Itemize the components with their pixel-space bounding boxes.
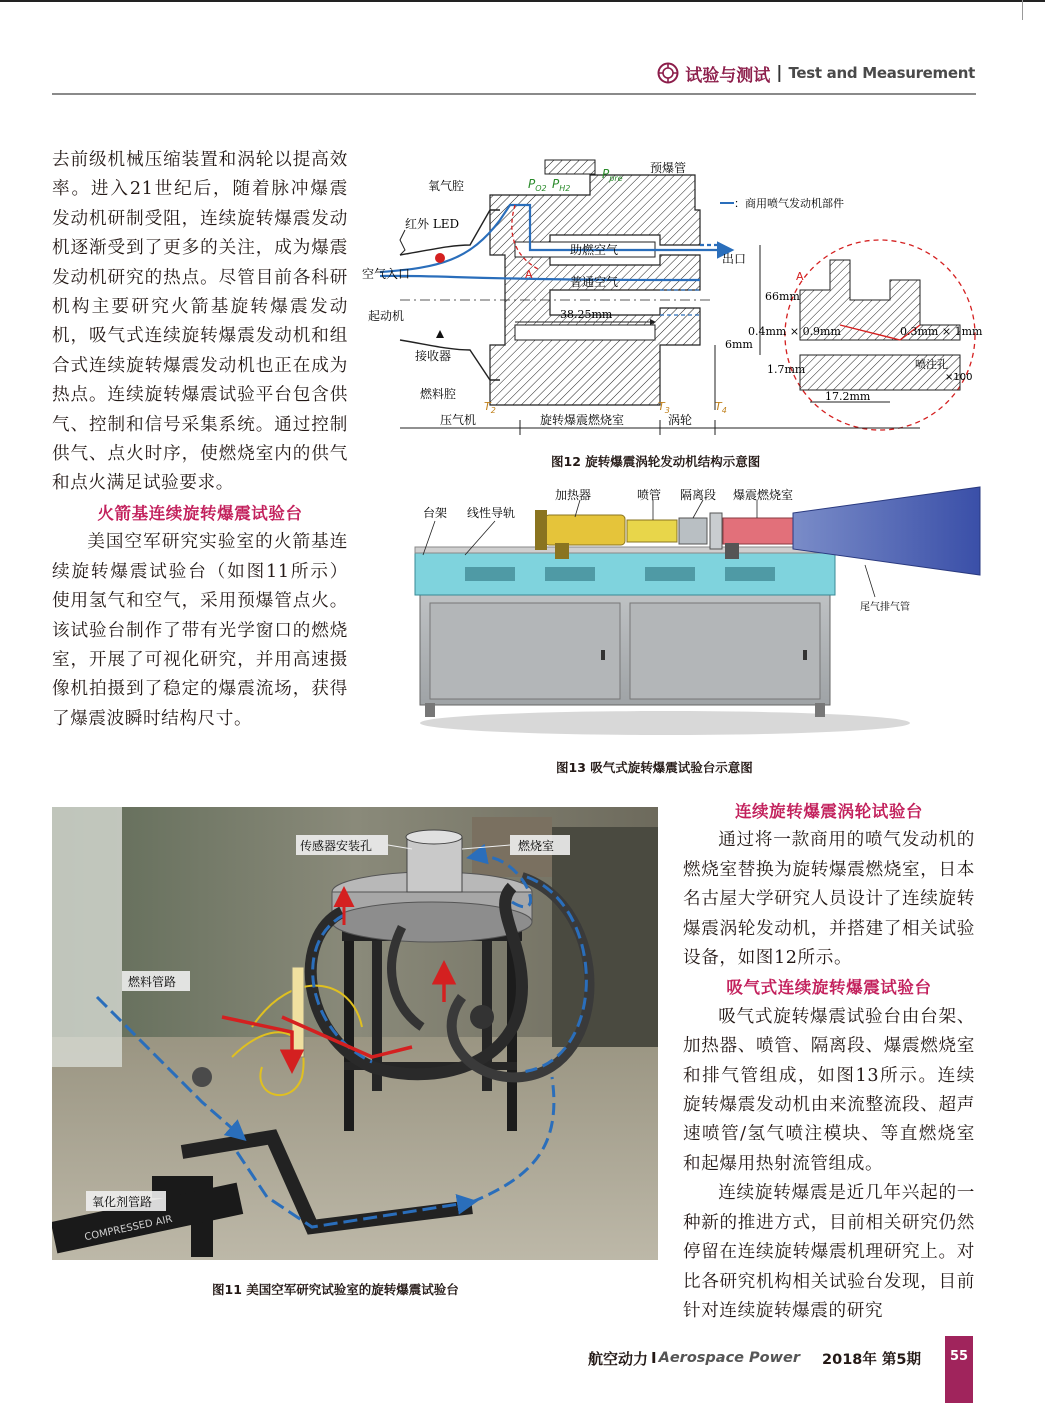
- page-number: 55: [945, 1336, 973, 1403]
- label-dim-6: 6mm: [725, 338, 753, 351]
- footer-journal-separator: I: [651, 1349, 657, 1367]
- label-oxygen-cavity: 氧气腔: [428, 179, 465, 193]
- label-heater: 加热器: [555, 488, 592, 502]
- isolator: [679, 518, 707, 544]
- figure-13-svg: [405, 485, 987, 743]
- label-p-o2: $P_{O2}$: [528, 177, 547, 193]
- label-sensor-port: 传感器安装孔: [300, 839, 373, 853]
- label-receiver: 接收器: [415, 349, 452, 363]
- running-footer: [588, 1347, 921, 1369]
- right-text-column: [683, 797, 975, 1326]
- figure-12-diagram: [360, 150, 990, 440]
- label-combustor: 燃烧室: [518, 839, 555, 853]
- header-section-cn: 试验与测试: [685, 65, 771, 86]
- airbreathing-paragraph-1: 吸气式旋转爆震试验台由台架、加热器、喷管、隔离段、爆震燃烧室和排气管组成，如图13所示。连续旋转爆震发动机由来流整流段、超声速喷管/氢气喷注模块、等直燃烧室和起爆用热射流管组成。: [683, 1006, 975, 1174]
- label-combustion-air: 助燃空气: [570, 243, 619, 257]
- receiver-icon: [436, 330, 444, 338]
- section-logo-icon: [657, 62, 679, 84]
- combustor-body: [407, 837, 462, 892]
- label-bypass-air: 普通空气: [570, 275, 619, 289]
- label-nozzle: 喷管: [637, 488, 662, 502]
- label-frame: 台架: [423, 506, 448, 520]
- page-edge-line: [1022, 0, 1023, 20]
- label-dim-38: 38.25mm: [560, 308, 613, 321]
- label-ir-led: 红外 LED: [405, 217, 460, 231]
- label-p-h2: $P_{H2}$: [552, 177, 571, 193]
- label-commercial-parts: ：商用喷气发动机部件: [734, 197, 844, 210]
- label-dim-17: 1.7mm: [767, 363, 806, 376]
- footer-issue: 2018年 第5期: [822, 1351, 922, 1368]
- label-dim-66: 66mm: [765, 290, 800, 303]
- rde-chamber-lower: [515, 325, 655, 340]
- figure-12-caption: 图12 旋转爆震涡轮发动机结构示意图: [551, 454, 761, 469]
- label-air-inlet: 空气入口: [362, 267, 411, 281]
- label-compressor: 压气机: [440, 413, 477, 427]
- header-separator: |: [776, 63, 783, 83]
- continued-paragraph: 去前级机械压缩装置和涡轮以提高效率。进入21世纪后，随着脉冲爆震发动机研制受阻，连续旋转爆震发动机逐渐受到了更多的关注，成为爆震发动机研究的热点。尽管目前各科研机构主要研究火箭基旋转爆震发动机，吸气式连续旋转爆震发动机和组合式连续旋转爆震发动机也正在成为热点。连续旋转爆震试验平台包含供气、控制和信号采集系统。通过控制供气、点火时序，使燃烧室内的供气和点火满足试验要求。: [52, 150, 348, 494]
- footer-journal-en: Aerospace Power: [658, 1350, 801, 1366]
- label-t3: $T_3$: [658, 400, 670, 415]
- label-exhaust: 尾气排气管: [860, 602, 910, 613]
- header-section-en: Test and Measurement: [788, 64, 975, 82]
- figure-11-caption: 图11 美国空军研究试验室的旋转爆震试验台: [212, 1282, 459, 1297]
- label-fuel-cavity: 燃料腔: [420, 387, 457, 401]
- label-rail: 线性导轨: [467, 506, 516, 520]
- heater: [545, 515, 625, 545]
- heading-airbreathing-testbed: 吸气式连续旋转爆震试验台: [726, 978, 932, 998]
- label-rde-chamber: 旋转爆震燃烧室: [540, 413, 625, 427]
- label-turbine: 涡轮: [668, 413, 693, 427]
- label-dim-172: 17.2mm: [825, 390, 871, 403]
- running-header: [657, 60, 975, 86]
- label-starter: 起动机: [368, 309, 405, 323]
- nozzle-section: [627, 520, 677, 542]
- heading-turbine-testbed: 连续旋转爆震涡轮试验台: [734, 802, 924, 821]
- rocket-paragraph: 美国空军研究实验室的火箭基连续旋转爆震试验台（如图11所示）使用氢气和空气，采用预爆管点火。该试验台制作了带有光学窗口的燃烧室，开展了可视化研究，并用高速摄像机拍摄到了稳定的爆震流场，获得了爆震波瞬时结构尺寸。: [52, 532, 348, 729]
- figure-13-caption: 图13 吸气式旋转爆震试验台示意图: [556, 760, 753, 775]
- ir-led-icon: [435, 253, 445, 263]
- hose-print: COMPRESSED AIR: [83, 1213, 174, 1244]
- figure-11-photo: [52, 807, 658, 1260]
- label-dim-04: 0.4mm × 0.9mm: [748, 325, 841, 338]
- label-dim-03: 0.3mm × 1mm: [900, 325, 983, 338]
- label-outlet: 出口: [722, 252, 747, 266]
- label-chamber: 爆震燃烧室: [733, 488, 794, 502]
- label-p-pre: $P_{pre}$: [602, 167, 623, 183]
- header-rule: [52, 93, 976, 95]
- label-oxidizer-line: 氧化剂管路: [92, 1195, 153, 1209]
- label-isolator: 隔离段: [680, 488, 717, 502]
- label-fuel-line: 燃料管路: [128, 975, 177, 989]
- left-text-column: [52, 146, 348, 734]
- label-section-a-inset: A: [796, 270, 804, 283]
- figure-11-svg: [52, 807, 658, 1260]
- figure-13-diagram: [405, 485, 987, 743]
- figure-12-svg: [360, 150, 990, 440]
- heading-rocket-testbed: 火箭基连续旋转爆震试验台: [97, 503, 303, 523]
- label-injector: 喷注孔: [915, 358, 948, 371]
- label-t4: $T_4$: [715, 400, 727, 415]
- turbine-paragraph: 通过将一款商用的喷气发动机的燃烧室替换为旋转爆震燃烧室，日本名古屋大学研究人员设计了连续旋转爆震涡轮发动机，并搭建了相关试验设备，如图12所示。: [683, 830, 975, 969]
- footer-journal-cn: 航空动力: [588, 1349, 649, 1368]
- detonation-chamber: [723, 518, 793, 544]
- label-section-a: A: [525, 268, 533, 281]
- label-t2: $T_2$: [484, 400, 496, 415]
- top-border: [0, 0, 1045, 2]
- label-x100: ×100: [945, 372, 973, 383]
- airbreathing-paragraph-2: 连续旋转爆震是近几年兴起的一种新的推进方式，目前相关研究仍然停留在连续旋转爆震机理研究上。对比各研究机构相关试验台发现，目前针对连续旋转爆震的研究: [683, 1183, 975, 1321]
- label-predet: 预爆管: [650, 161, 687, 175]
